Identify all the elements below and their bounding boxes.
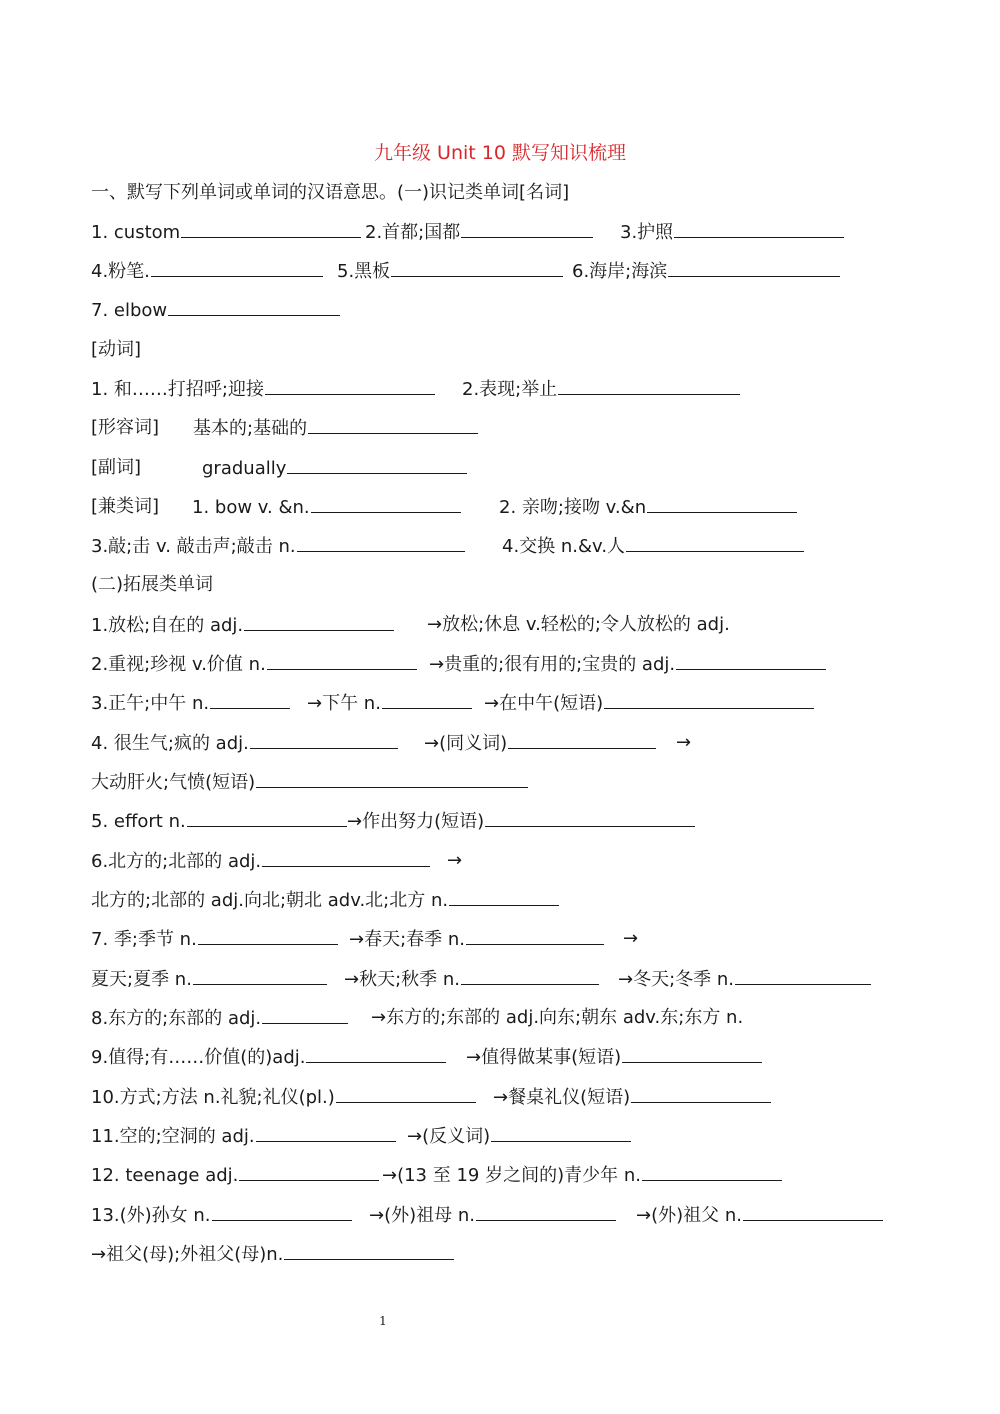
extended-item [347, 808, 695, 835]
answer-blank[interactable] [642, 1162, 782, 1181]
extended-item [307, 690, 472, 717]
extended-item [618, 966, 871, 993]
extended-label: 5. effort n. [91, 811, 186, 832]
answer-blank[interactable] [558, 376, 740, 395]
extended-label: →东方的;东部的 adj.向东;朝东 adv.东;东方 n. [371, 1007, 744, 1028]
extended-label: 11.空的;空洞的 adj. [91, 1126, 255, 1147]
extended-item [407, 1123, 631, 1150]
answer-blank[interactable] [735, 966, 871, 985]
noun-item [572, 258, 840, 285]
noun-label: 5.黑板 [337, 261, 391, 282]
answer-blank[interactable] [181, 219, 361, 238]
verb-label: 2.表现;举止 [462, 379, 558, 400]
noun-label: 7. elbow [91, 300, 168, 321]
answer-blank[interactable] [239, 1162, 379, 1181]
extended-label: →在中午(短语) [484, 693, 604, 714]
answer-blank[interactable] [168, 297, 340, 316]
extended-item [91, 651, 417, 678]
extended-label: 10.方式;方法 n.礼貌;礼仪(pl.) [91, 1087, 335, 1108]
answer-blank[interactable] [151, 258, 323, 277]
extended-label: →下午 n. [307, 693, 381, 714]
extended-item [369, 1202, 616, 1229]
extended-item [91, 808, 347, 835]
answer-blank[interactable] [256, 1123, 396, 1142]
answer-blank[interactable] [622, 1044, 762, 1063]
answer-blank[interactable] [674, 219, 844, 238]
verb-label: 1. 和……打招呼;迎接 [91, 379, 264, 400]
answer-blank[interactable] [187, 808, 347, 827]
answer-blank[interactable] [676, 651, 826, 670]
answer-blank[interactable] [287, 455, 467, 474]
page-number: 1 [379, 1314, 387, 1328]
extended-header [91, 572, 213, 598]
extended-label: →秋天;秋季 n. [344, 969, 460, 990]
answer-blank[interactable] [485, 808, 695, 827]
answer-blank[interactable] [508, 730, 656, 749]
answer-blank[interactable] [256, 769, 528, 788]
multi-label: 3.敲;击 v. 敲击声;敲击 n. [91, 536, 296, 557]
noun-item [337, 258, 563, 285]
multi-item [192, 494, 461, 521]
verb-item [91, 376, 435, 403]
noun-label: 2.首都;国都 [365, 222, 461, 243]
extended-label: 北方的;北部的 adj.向北;朝北 adv.北;北方 n. [91, 890, 449, 911]
extended-label: →放松;休息 v.轻松的;令人放松的 adj. [427, 614, 730, 635]
extended-label: 7. 季;季节 n. [91, 929, 197, 950]
extended-item [466, 1044, 762, 1071]
answer-blank[interactable] [336, 1084, 476, 1103]
adj-label: 基本的;基础的 [193, 418, 308, 439]
extended-label: →贵重的;很有用的;宝贵的 adj. [429, 654, 676, 675]
noun-label: 4.粉笔. [91, 261, 150, 282]
noun-item [365, 219, 593, 246]
extended-label: →作出努力(短语) [347, 811, 485, 832]
answer-blank[interactable] [284, 1241, 454, 1260]
adv-item [202, 455, 467, 482]
extended-label: 6.北方的;北部的 adj. [91, 851, 262, 872]
extended-label: 13.(外)孙女 n. [91, 1205, 211, 1226]
extended-item [91, 690, 290, 717]
answer-blank[interactable] [626, 533, 804, 552]
arrow-label: → [623, 928, 639, 949]
answer-blank[interactable] [476, 1202, 616, 1221]
extended-label: →(13 至 19 岁之间的)青少年 n. [382, 1165, 641, 1186]
noun-item [91, 219, 361, 246]
answer-blank[interactable] [262, 848, 430, 867]
answer-blank[interactable] [306, 1044, 446, 1063]
noun-label: 6.海岸;海滨 [572, 261, 668, 282]
adv-label: gradually [202, 458, 287, 479]
category-label: [兼类词] [91, 496, 160, 517]
extended-item [429, 651, 826, 678]
noun-label: 3.护照 [620, 222, 674, 243]
answer-blank[interactable] [491, 1123, 631, 1142]
section-heading [91, 180, 569, 206]
multi-item [502, 533, 804, 560]
answer-blank[interactable] [250, 730, 398, 749]
extended-item [91, 612, 394, 639]
extended-label: 12. teenage adj. [91, 1165, 239, 1186]
verb-header [91, 337, 141, 363]
extended-label: →春天;春季 n. [349, 929, 465, 950]
multi-item [499, 494, 797, 521]
extended-item [344, 966, 599, 993]
extended-item [91, 926, 338, 953]
extended-item [382, 1162, 782, 1189]
multi-item [91, 533, 465, 560]
answer-blank[interactable] [604, 690, 814, 709]
answer-blank[interactable] [466, 926, 604, 945]
noun-item [620, 219, 844, 246]
extended-label: →餐桌礼仪(短语) [493, 1087, 631, 1108]
answer-blank[interactable] [311, 494, 461, 513]
extended-label: →(同义词) [424, 733, 508, 754]
answer-blank[interactable] [631, 1084, 771, 1103]
answer-blank[interactable] [382, 690, 472, 709]
section-heading-text: 一、默写下列单词或单词的汉语意思。(一)识记类单词[名词] [91, 182, 570, 203]
answer-blank[interactable] [210, 690, 290, 709]
extended-item [91, 1005, 348, 1032]
extended-label: 大动肝火;气愤(短语) [91, 772, 256, 793]
extended-item [424, 730, 656, 757]
extended-label: →祖父(母);外祖父(母)n. [91, 1244, 284, 1265]
extended-label: 2.重视;珍视 v.价值 n. [91, 654, 266, 675]
multi-label: 4.交换 n.&v.人 [502, 536, 626, 557]
extended-item [91, 1241, 454, 1268]
extended-item [91, 1084, 476, 1111]
answer-blank[interactable] [265, 376, 435, 395]
extended-label: →(外)祖母 n. [369, 1205, 475, 1226]
answer-blank[interactable] [308, 415, 478, 434]
extended-item [91, 1123, 396, 1150]
answer-blank[interactable] [262, 1005, 348, 1024]
adj-item [193, 415, 478, 442]
extended-item [349, 926, 604, 953]
extended-item [91, 887, 559, 914]
answer-blank[interactable] [391, 258, 563, 277]
extended-label: →冬天;冬季 n. [618, 969, 734, 990]
answer-blank[interactable] [212, 1202, 352, 1221]
noun-item [91, 297, 340, 324]
extended-label: 1.放松;自在的 adj. [91, 615, 244, 636]
extended-item [91, 848, 430, 875]
page-title: 九年级 Unit 10 默写知识梳理 [374, 142, 626, 164]
answer-blank[interactable] [244, 612, 394, 631]
answer-blank[interactable] [267, 651, 417, 670]
answer-blank[interactable] [668, 258, 840, 277]
extended-label: 4. 很生气;疯的 adj. [91, 733, 249, 754]
noun-item [91, 258, 323, 285]
answer-blank[interactable] [647, 494, 797, 513]
arrow-label: → [447, 850, 463, 871]
multi-label: 1. bow v. &n. [192, 497, 310, 518]
extended-item [91, 1202, 352, 1229]
answer-blank[interactable] [743, 1202, 883, 1221]
answer-blank[interactable] [449, 887, 559, 906]
arrow-label: → [676, 732, 692, 753]
extended-label: 夏天;夏季 n. [91, 969, 192, 990]
verb-item [462, 376, 740, 403]
extended-item [91, 769, 528, 796]
answer-blank[interactable] [461, 219, 593, 238]
extended-label: 9.值得;有……价值(的)adj. [91, 1047, 306, 1068]
answer-blank[interactable] [297, 533, 465, 552]
category-label: [副词] [91, 457, 142, 478]
extended-label: →值得做某事(短语) [466, 1047, 622, 1068]
answer-blank[interactable] [198, 926, 338, 945]
answer-blank[interactable] [193, 966, 327, 985]
extended-item [91, 730, 398, 757]
category-label: [动词] [91, 339, 142, 360]
multi-label: 2. 亲吻;接吻 v.&n [499, 497, 647, 518]
extended-label: →(外)祖父 n. [636, 1205, 742, 1226]
extended-label: 3.正午;中午 n. [91, 693, 210, 714]
extended-item [91, 1044, 446, 1071]
extended-item [91, 1162, 379, 1189]
extended-item [484, 690, 814, 717]
extended-item [493, 1084, 771, 1111]
answer-blank[interactable] [461, 966, 599, 985]
extended-label: 8.东方的;东部的 adj. [91, 1008, 262, 1029]
category-label: [形容词] [91, 417, 160, 438]
extended-item [636, 1202, 883, 1229]
noun-label: 1. custom [91, 222, 181, 243]
extended-label: →(反义词) [407, 1126, 491, 1147]
category-label: (二)拓展类单词 [91, 574, 214, 595]
extended-item [91, 966, 327, 993]
